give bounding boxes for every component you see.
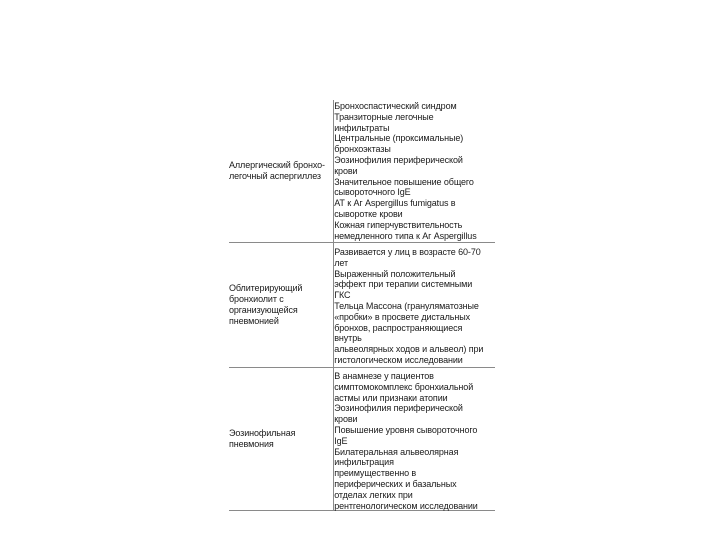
feature-line: Кожная гиперчувствительность xyxy=(334,219,463,230)
feature-line: Значительное повышение общего xyxy=(334,176,474,187)
disease-name-line: бронхиолит с xyxy=(229,294,284,305)
feature-line: преимущественно в xyxy=(334,468,417,479)
feature-line: Развивается у лиц в возрасте 60-70 xyxy=(334,247,481,257)
feature-line: бронхов, распространяющиеся xyxy=(334,322,463,333)
feature-line: альвеолярных ходов и альвеол) при xyxy=(334,344,484,355)
feature-line: Выраженный положительный xyxy=(334,268,456,279)
feature-line: рентгенологическом исследовании xyxy=(334,500,478,511)
disease-name-line: пневмонией xyxy=(229,315,279,326)
disease-name-line: организующейся xyxy=(229,305,298,315)
disease-name-cell xyxy=(229,243,332,367)
feature-line: симптомокомплекс бронхиальной xyxy=(334,381,474,392)
feature-line: Эозинофилия периферической xyxy=(334,403,463,414)
feature-line: ГКС xyxy=(334,290,351,301)
table-row xyxy=(229,367,495,511)
feature-line: В анамнезе у пациентов xyxy=(334,371,434,381)
feature-line: инфильтрация xyxy=(334,457,394,468)
feature-line: сыворотке крови xyxy=(334,208,403,219)
column-divider xyxy=(333,368,334,510)
feature-line: Центральные (проксимальные) xyxy=(334,133,464,144)
feature-line: инфильтраты xyxy=(334,122,390,133)
feature-line: Бронхоспастический синдром xyxy=(334,101,457,111)
disease-name-cell xyxy=(229,368,332,510)
disease-name-line: пневмония xyxy=(229,439,274,449)
feature-line: Транзиторные легочные xyxy=(334,111,434,122)
table-row xyxy=(229,242,495,367)
feature-line: периферических и базальных xyxy=(334,478,457,489)
column-divider xyxy=(333,100,334,242)
column-divider xyxy=(333,243,334,367)
feature-line: Эозинофилия периферической xyxy=(334,154,463,165)
feature-line: гистологическом исследовании xyxy=(334,354,463,365)
features-cell xyxy=(332,100,495,242)
diagnosis-table xyxy=(229,100,495,511)
table-row xyxy=(229,100,495,242)
feature-line: Тельца Массона (грануляматозные xyxy=(334,300,479,311)
feature-line: Билатеральная альвеолярная xyxy=(334,446,459,457)
feature-line: немедленного типа к Аг Aspergillus xyxy=(334,230,477,241)
feature-line: бронхоэктазы xyxy=(334,144,391,155)
feature-line: «пробки» в просвете дистальных xyxy=(334,311,470,322)
feature-line: астмы или признаки атопии xyxy=(334,392,448,403)
feature-line: крови xyxy=(334,414,358,425)
feature-line: отделах легких при xyxy=(334,489,413,500)
disease-name-line: Аллергический бронхо- xyxy=(229,160,325,171)
feature-line: АТ к Аг Aspergillus fumigatus в xyxy=(334,198,456,209)
feature-line: крови xyxy=(334,165,358,176)
feature-line: внутрь xyxy=(334,333,362,344)
disease-name-line: Облитерирующий xyxy=(229,283,303,294)
feature-line: сывороточного IgE xyxy=(334,187,411,198)
disease-name-cell xyxy=(229,100,332,242)
feature-line: лет xyxy=(334,257,348,268)
feature-line: Повышение уровня сывороточного xyxy=(334,424,478,435)
feature-line: эффект при терапии системными xyxy=(334,279,473,290)
disease-name-line: Эозинофильная xyxy=(229,428,296,439)
features-cell xyxy=(332,368,495,510)
feature-line: IgE xyxy=(334,435,348,446)
disease-name-line: легочный аспергиллез xyxy=(229,171,321,181)
features-cell xyxy=(332,243,495,367)
